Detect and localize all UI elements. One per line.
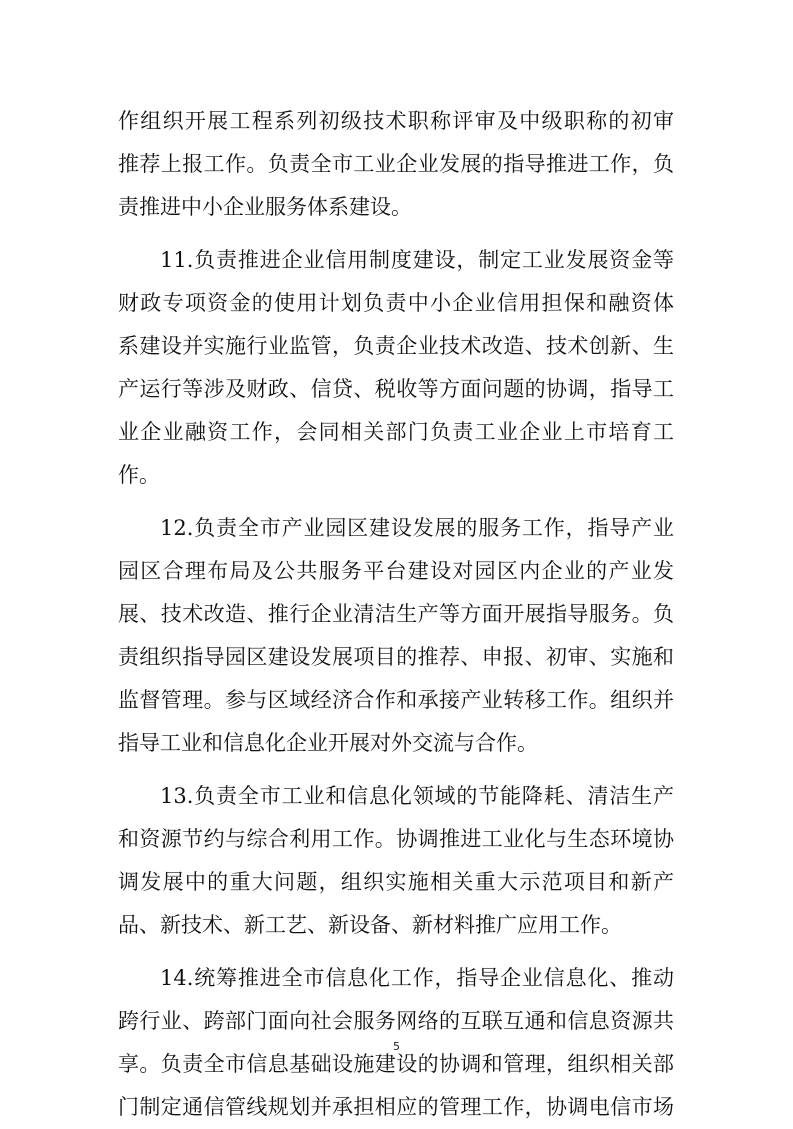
text-line: 11.负责推进企业信用制度建设，制定工业发展资金等 (160, 248, 674, 272)
text-line: 园区合理布局及公共服务平台建设对园区内企业的产业发 (118, 559, 674, 583)
text-line: 系建设并实施行业监管，负责企业技术改造、技术创新、生 (118, 334, 674, 358)
text-line: 推荐上报工作。负责全市工业企业发展的指导推进工作，负 (118, 152, 674, 176)
body-text (118, 100, 674, 1129)
text-line: 指导工业和信息化企业开展对外交流与合作。 (118, 731, 538, 755)
text-line: 产运行等涉及财政、信贷、税收等方面问题的协调，指导工 (118, 377, 674, 401)
text-line: 财政专项资金的使用计划负责中小企业信用担保和融资体 (118, 291, 674, 315)
text-line: 品、新技术、新工艺、新设备、新材料推广应用工作。 (118, 913, 622, 937)
page-number: 5 (393, 1040, 400, 1053)
text-line: 和资源节约与综合利用工作。协调推进工业化与生态环境协 (118, 827, 674, 851)
text-line: 跨行业、跨部门面向社会服务网络的互联互通和信息资源共 (118, 1009, 674, 1033)
text-line: 作组织开展工程系列初级技术职称评审及中级职称的初审 (118, 109, 674, 133)
text-line: 展、技术改造、推行企业清洁生产等方面开展指导服务。负 (118, 602, 674, 626)
paragraph-item-13 (118, 775, 674, 947)
text-line: 门制定通信管线规划并承担相应的管理工作，协调电信市场 (118, 1095, 674, 1119)
text-line: 监督管理。参与区域经济合作和承接产业转移工作。组织并 (118, 688, 674, 712)
paragraph-item-11 (118, 239, 674, 497)
text-line: 责组织指导园区建设发展项目的推荐、申报、初审、实施和 (118, 645, 674, 669)
text-line: 14.统筹推进全市信息化工作，指导企业信息化、推动 (160, 966, 674, 990)
paragraph (118, 100, 674, 229)
text-line: 责推进中小企业服务体系建设。 (118, 195, 412, 219)
text-line: 业企业融资工作，会同相关部门负责工业企业上市培育工 (118, 420, 674, 444)
text-line: 享。负责全市信息基础设施建设的协调和管理，组织相关部 (118, 1052, 674, 1076)
text-line: 作。 (118, 463, 160, 487)
text-line: 12.负责全市产业园区建设发展的服务工作，指导产业 (160, 516, 674, 540)
text-line: 调发展中的重大问题，组织实施相关重大示范项目和新产 (118, 870, 674, 894)
text-line: 13.负责全市工业和信息化领域的节能降耗、清洁生产 (160, 784, 674, 808)
paragraph-item-12 (118, 507, 674, 765)
